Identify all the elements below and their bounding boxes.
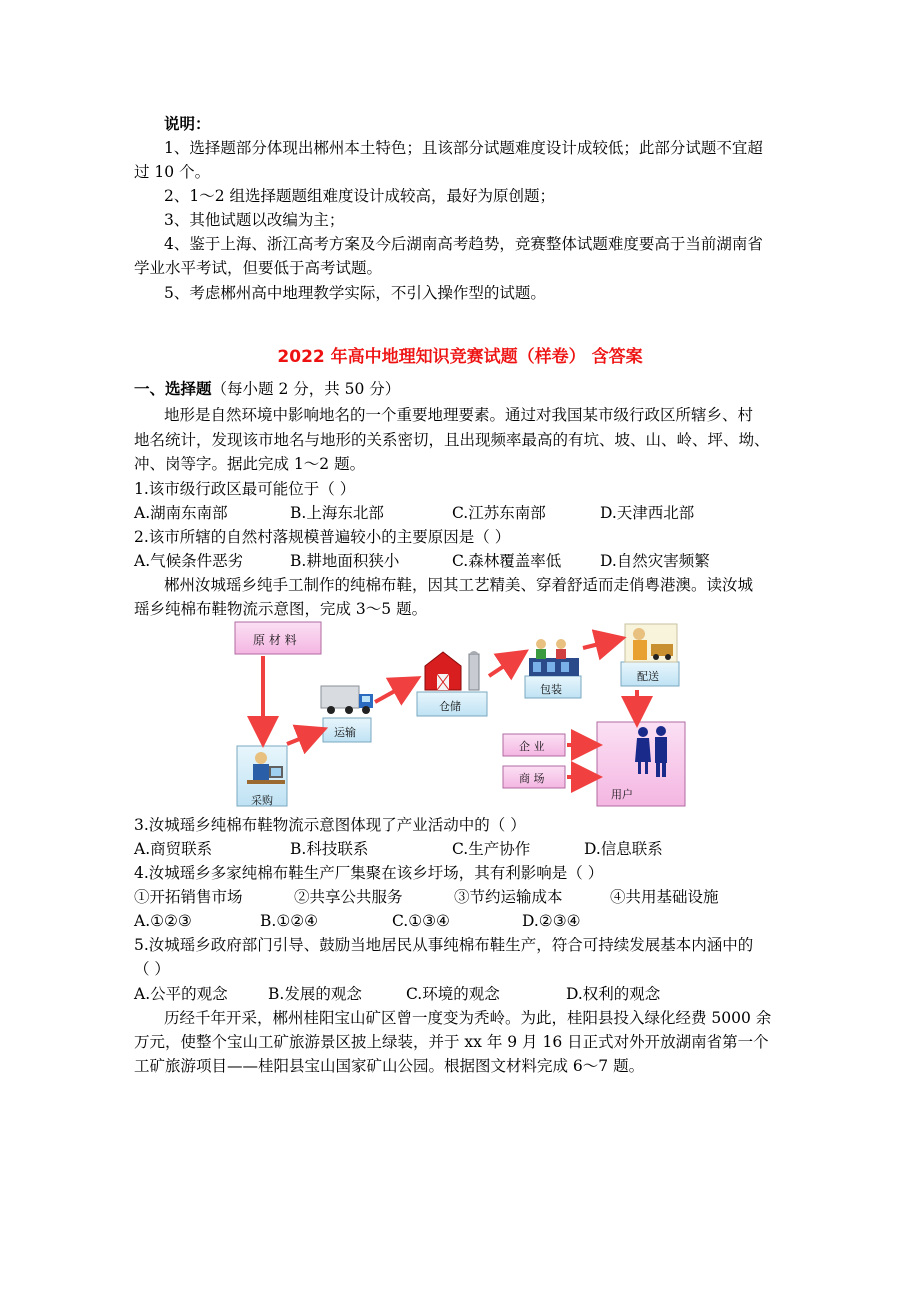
question-stem: 1.该市级行政区最可能位于（ ）	[134, 480, 356, 498]
notes-line: 2、1～2 组选择题题组难度设计成较高，最好为原创题；	[164, 187, 556, 205]
passage-line: 地名统计，发现该市地名与地形的关系密切，且出现频率最高的有坑、坡、山、岭、坪、坳、	[134, 431, 770, 449]
choice-item: ③节约运输成本	[454, 888, 563, 906]
diagram-graphics	[233, 620, 688, 808]
notes-line: 1、选择题部分体现出郴州本土特色；且该部分试题难度设计成较低；此部分试题不宜超	[164, 139, 763, 157]
user-label: 用户	[611, 788, 633, 801]
option: A.公平的观念	[134, 985, 228, 1003]
question-stem: 5.汝城瑶乡政府部门引导、鼓励当地居民从事纯棉布鞋生产，符合可持续发展基本内涵中的	[134, 936, 754, 954]
delivery-worker-icon	[625, 624, 677, 662]
question-stem: 2.该市所辖的自然村落规模普遍较小的主要原因是（ ）	[134, 528, 511, 546]
option: B.①②④	[260, 912, 319, 930]
storage-label: 仓储	[439, 700, 461, 713]
option: A.湖南东南部	[134, 504, 228, 522]
option: D.权利的观念	[566, 985, 661, 1003]
option: D.自然灾害频繁	[600, 552, 710, 570]
delivery-label: 配送	[637, 670, 659, 683]
passage-line: 工矿旅游项目——桂阳县宝山国家矿山公园。根据图文材料完成 6～7 题。	[134, 1057, 645, 1075]
enterprise-label: 企 业	[519, 740, 545, 753]
option: C.森林覆盖率低	[452, 552, 562, 570]
truck-icon	[321, 686, 373, 714]
option: A.气候条件恶劣	[134, 552, 244, 570]
notes-line: 3、其他试题以改编为主；	[164, 211, 345, 229]
passage-line: 郴州汝城瑶乡纯手工制作的纯棉布鞋，因其工艺精美、穿着舒适而走俏粤港澳。读汝城	[164, 576, 754, 594]
transport-label: 运输	[334, 726, 356, 739]
notes-line: 过 10 个。	[134, 163, 211, 181]
notes-line: 4、鉴于上海、浙江高考方案及今后湖南高考趋势，竞赛整体试题难度要高于当前湖南省	[164, 235, 763, 253]
notes-heading: 说明：	[164, 114, 211, 133]
packaging-workers-icon	[529, 639, 579, 676]
arrow-packaging-to-delivery	[583, 640, 615, 648]
choice-item: ②共享公共服务	[294, 888, 403, 906]
passage-line: 冲、岗等字。据此完成 1～2 题。	[134, 455, 366, 473]
section-header	[134, 378, 400, 400]
passage-line: 万元，使整个宝山工矿旅游景区披上绿装，并于 xx 年 9 月 16 日正式对外开放湖南省第一个	[134, 1033, 769, 1051]
packaging-label: 包装	[540, 683, 562, 696]
purchase-label: 采购	[251, 794, 273, 807]
option: B.科技联系	[290, 840, 369, 858]
arrow-purchase-to-transport	[287, 732, 317, 744]
option: D.②③④	[522, 912, 581, 930]
raw-material-label: 原 材 料	[253, 633, 297, 647]
arrow-transport-to-storage	[375, 682, 411, 702]
question-stem: 4.汝城瑶乡多家纯棉布鞋生产厂集聚在该乡圩场，其有利影响是（ ）	[134, 864, 604, 882]
option: C.环境的观念	[406, 985, 500, 1003]
passage-line: 地形是自然环境中影响地名的一个重要地理要素。通过对我国某市级行政区所辖乡、村	[164, 406, 754, 424]
arrow-storage-to-packaging	[489, 656, 519, 676]
option: C.江苏东南部	[452, 504, 546, 522]
passage-line: 瑶乡纯棉布鞋物流示意图，完成 3～5 题。	[134, 600, 428, 618]
page-title: 2022 年高中地理知识竞赛试题（样卷） 含答案	[277, 347, 643, 367]
option: B.耕地面积狭小	[290, 552, 400, 570]
question-stem: 3.汝城瑶乡纯棉布鞋物流示意图体现了产业活动中的（ ）	[134, 816, 526, 834]
option: B.上海东北部	[290, 504, 384, 522]
option: A.商贸联系	[134, 840, 213, 858]
choice-item: ④共用基础设施	[610, 888, 719, 906]
question-stem-cont: （ ）	[134, 960, 170, 978]
section-label: 一、选择题	[134, 379, 212, 398]
option: C.生产协作	[452, 840, 531, 858]
section-info: （每小题 2 分，共 50 分）	[211, 380, 401, 398]
passage-line: 历经千年开采，郴州桂阳宝山矿区曾一度变为秃岭。为此，桂阳县投入绿化经费 5000 余	[164, 1009, 772, 1027]
notes-line: 学业水平考试，但要低于高考试题。	[134, 259, 383, 277]
market-label: 商 场	[519, 772, 545, 785]
option: C.①③④	[392, 912, 450, 930]
logistics-diagram	[233, 620, 688, 808]
option: A.①②③	[134, 912, 192, 930]
option: D.信息联系	[584, 840, 663, 858]
barn-icon	[425, 651, 479, 690]
option: D.天津西北部	[600, 504, 695, 522]
choice-item: ①开拓销售市场	[134, 888, 243, 906]
option: B.发展的观念	[268, 985, 362, 1003]
notes-line: 5、考虑郴州高中地理教学实际，不引入操作型的试题。	[164, 284, 546, 302]
